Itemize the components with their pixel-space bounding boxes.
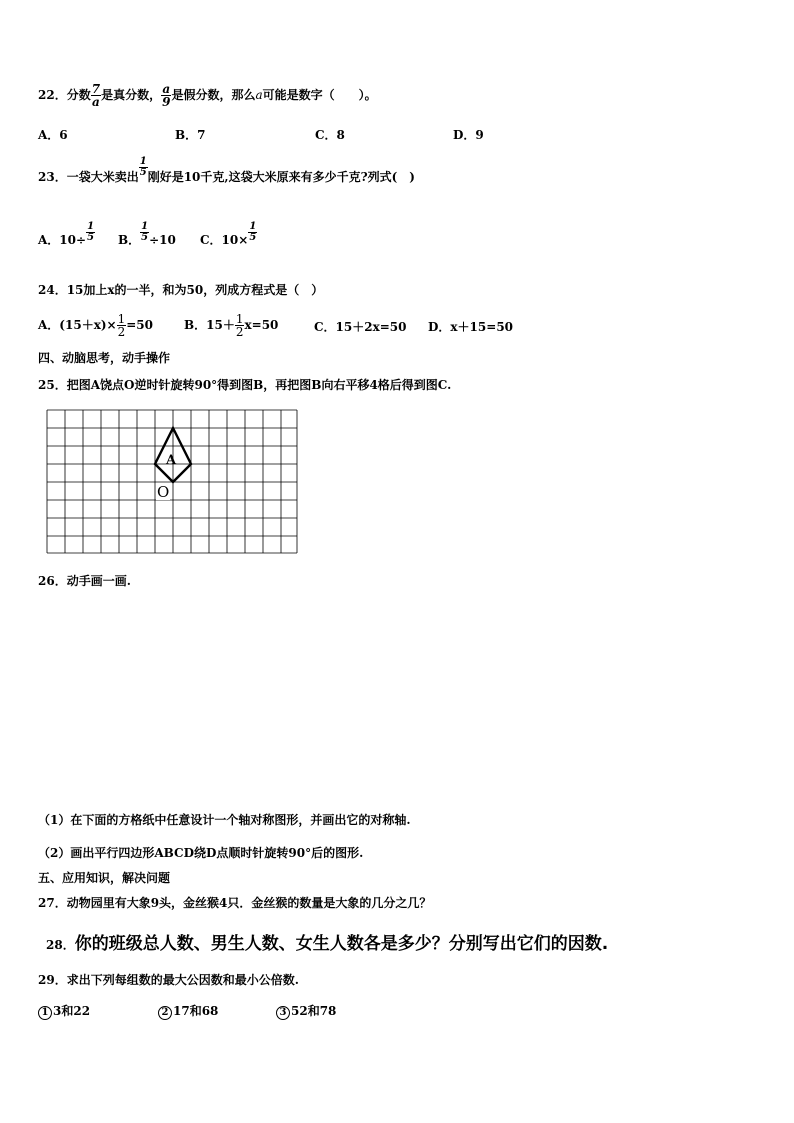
q29-item-3-mark: 3 <box>276 1006 290 1020</box>
q22-option-a: A．6 <box>38 128 68 142</box>
q23-option-b-num: 1 <box>141 221 149 232</box>
q22-fraction-1 <box>91 83 101 108</box>
q24-option-a-num: 1 <box>117 312 126 326</box>
q23-option-b <box>118 221 176 255</box>
q28-text: 你的班级总人数、男生人数、女生人数各是多少？分别写出它们的因数. <box>74 934 609 954</box>
point-o-label: O <box>157 483 170 501</box>
q24-option-a-fraction <box>117 313 127 338</box>
q24-option-a-text: A．(15＋x)× <box>38 318 117 332</box>
q24-option-b-num: 1 <box>235 312 244 326</box>
q24-option-b-den: 2 <box>235 325 244 339</box>
q22-option-b: B．7 <box>175 128 206 142</box>
q26-text: 动手画一画. <box>66 574 131 588</box>
q29-item-1-text: 3和22 <box>53 1004 91 1018</box>
q22-stem <box>38 80 377 110</box>
q29-item-3-text: 52和78 <box>291 1004 337 1018</box>
q24-option-c: C．15＋2x=50 <box>314 320 407 334</box>
q23-option-c-den: 5 <box>249 232 257 243</box>
q23-option-c <box>200 221 257 255</box>
q22-variable: a <box>255 88 263 102</box>
q22-fraction-2 <box>161 83 171 108</box>
q23-option-a-text: A．10÷ <box>38 233 87 247</box>
q29-item-3 <box>276 1002 336 1020</box>
q25-text: 把图A饶点O逆时针旋转90°得到图B，再把图B向右平移4格后得到图C. <box>66 378 452 392</box>
q23-option-a-num: 1 <box>87 221 95 232</box>
q23-option-b-post: ÷10 <box>149 233 176 247</box>
q27-stem <box>38 894 431 911</box>
q23-stem <box>38 156 415 192</box>
q27-text: 动物园里有大象9头，金丝猴4只．金丝猴的数量是大象的几分之几？ <box>66 896 432 910</box>
q23-option-c-num: 1 <box>249 221 257 232</box>
q28-stem <box>46 929 608 954</box>
q29-stem <box>38 971 299 988</box>
q23-option-a <box>38 221 95 255</box>
q26-sub-2: （2）画出平行四边形ABCD绕D点顺时针旋转90°后的图形. <box>38 846 364 860</box>
q26-sub-1: （1）在下面的方格纸中任意设计一个轴对称图形，并画出它的对称轴. <box>38 813 411 827</box>
q23-fraction-num: 1 <box>139 156 147 167</box>
q27-number: 27． <box>38 896 67 910</box>
q23-fraction <box>139 157 148 178</box>
q23-text-2: 刚好是10千克,这袋大米原来有多少千克?列式( ) <box>147 170 415 184</box>
figure-a-label: A <box>166 453 177 468</box>
q22-fraction-2-den: 9 <box>162 95 171 109</box>
q29-item-1 <box>38 1002 90 1020</box>
section-5-heading: 五、应用知识，解决问题 <box>38 871 171 885</box>
q24-text: 15加上x的一半，和为50，列成方程式是（ ） <box>66 283 324 297</box>
q23-number: 23． <box>38 170 67 184</box>
section-4-heading: 四、动脑思考，动手操作 <box>38 351 171 365</box>
q24-option-b <box>184 310 278 340</box>
q29-number: 29． <box>38 973 67 987</box>
q24-option-a-post: =50 <box>126 318 153 332</box>
q22-fraction-2-num: a <box>162 82 171 96</box>
q26-stem <box>38 572 131 589</box>
q23-fraction-den: 5 <box>139 167 147 178</box>
q29-item-1-mark: 1 <box>38 1006 52 1020</box>
q22-option-c: C．8 <box>315 128 345 142</box>
q24-option-a <box>38 310 153 340</box>
q28-number: 28． <box>46 938 75 952</box>
q24-option-b-text: B．15＋ <box>184 318 235 332</box>
q29-item-2 <box>158 1002 218 1020</box>
q24-option-a-den: 2 <box>117 325 126 339</box>
q25-stem <box>38 376 451 393</box>
q22-text-4: 可能是数字（ ）。 <box>262 88 377 102</box>
q22-text-3: 是假分数，那么 <box>171 88 256 102</box>
q23-option-b-fraction <box>140 222 149 243</box>
q29-item-2-text: 17和68 <box>173 1004 219 1018</box>
q25-grid-figure <box>45 409 300 555</box>
q22-text-2: 是真分数， <box>101 88 162 102</box>
q23-option-b-text: B． <box>118 233 141 247</box>
q22-text-1: 分数 <box>66 88 91 102</box>
q22-option-d: D．9 <box>453 128 484 142</box>
q29-item-2-mark: 2 <box>158 1006 172 1020</box>
q24-option-b-post: x=50 <box>244 318 279 332</box>
q23-option-b-den: 5 <box>141 232 149 243</box>
q24-option-d: D．x＋15=50 <box>428 320 514 334</box>
q22-number: 22． <box>38 88 67 102</box>
q23-option-c-fraction <box>248 222 257 243</box>
q22-fraction-1-den: a <box>92 95 100 109</box>
q29-text: 求出下列每组数的最大公因数和最小公倍数. <box>66 973 299 987</box>
q23-text-1: 一袋大米卖出 <box>66 170 139 184</box>
q24-stem <box>38 281 323 298</box>
q23-option-a-den: 5 <box>87 232 95 243</box>
q26-number: 26． <box>38 574 67 588</box>
q24-number: 24． <box>38 283 67 297</box>
q23-option-a-fraction <box>86 222 95 243</box>
q22-fraction-1-num: 7 <box>91 82 101 96</box>
q25-number: 25． <box>38 378 67 392</box>
q23-option-c-text: C．10× <box>200 233 249 247</box>
